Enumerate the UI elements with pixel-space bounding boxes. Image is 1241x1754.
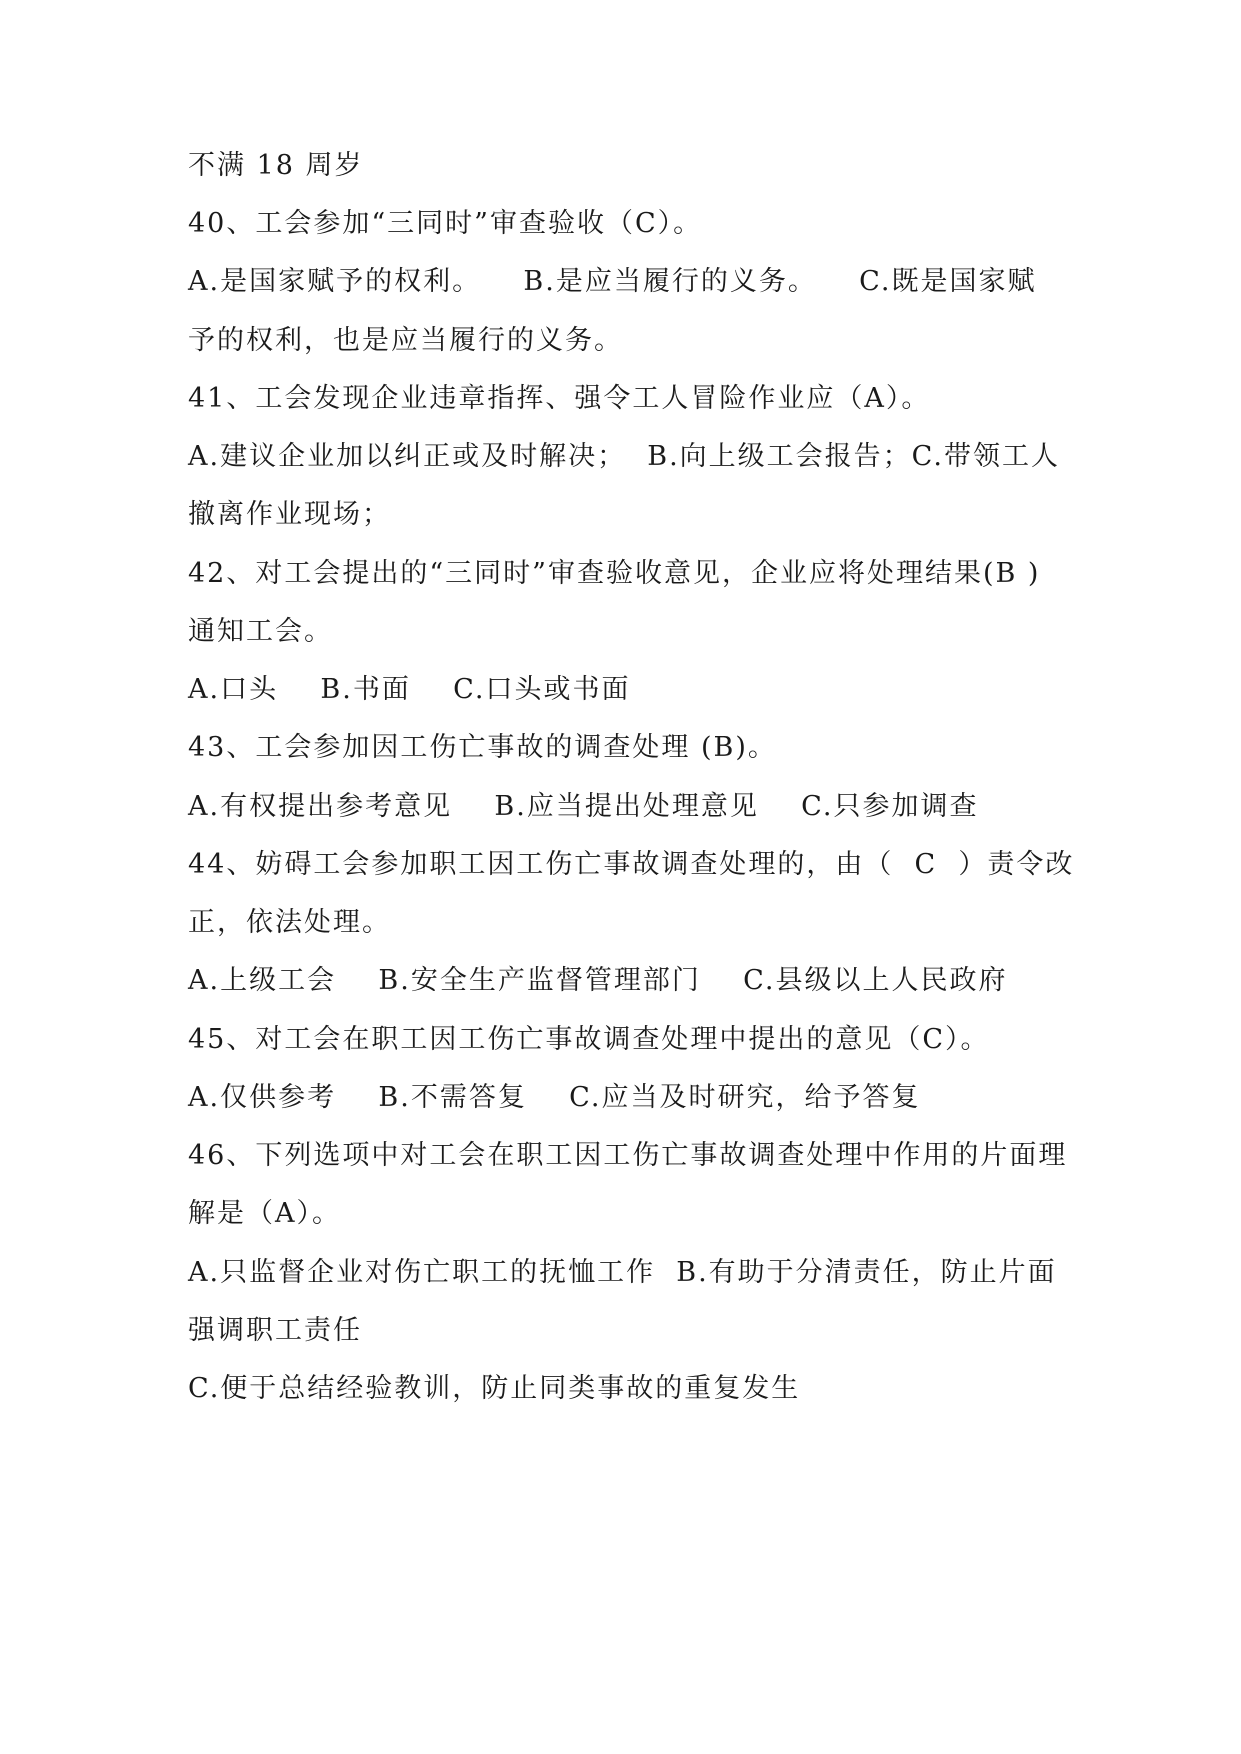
question-42-options: A.口头 B.书面 C.口头或书面 bbox=[188, 674, 631, 705]
question-44-cont: 正，依法处理。 bbox=[188, 907, 391, 938]
question-45-options: A.仅供参考 B.不需答复 C.应当及时研究，给予答复 bbox=[188, 1082, 921, 1113]
question-41-options: A.建议企业加以纠正或及时解决； B.向上级工会报告；C.带领工人 bbox=[188, 441, 1060, 472]
question-44-options: A.上级工会 B.安全生产监督管理部门 C.县级以上人民政府 bbox=[188, 965, 1008, 996]
question-46-cont: 解是（A）。 bbox=[188, 1198, 341, 1229]
question-43-options: A.有权提出参考意见 B.应当提出处理意见 C.只参加调查 bbox=[188, 791, 979, 822]
question-42: 42、对工会提出的“三同时”审查验收意见，企业应将处理结果(B ) bbox=[188, 558, 1041, 589]
question-41: 41、工会发现企业违章指挥、强令工人冒险作业应（A）。 bbox=[188, 383, 931, 414]
question-46: 46、下列选项中对工会在职工因工伤亡事故调查处理中作用的片面理 bbox=[188, 1140, 1068, 1171]
question-40-options: A.是国家赋予的权利。 B.是应当履行的义务。 C.既是国家赋 bbox=[188, 266, 1037, 297]
question-43: 43、工会参加因工伤亡事故的调查处理 (B)。 bbox=[188, 732, 777, 763]
text-line: 不满 18 周岁 bbox=[188, 150, 364, 181]
question-44: 44、妨碍工会参加职工因工伤亡事故调查处理的，由（ C ）责令改 bbox=[188, 849, 1075, 880]
question-46-options: A.只监督企业对伤亡职工的抚恤工作 B.有助于分清责任，防止片面 bbox=[188, 1257, 1057, 1288]
question-40-options-cont: 予的权利，也是应当履行的义务。 bbox=[188, 325, 623, 356]
question-45: 45、对工会在职工因工伤亡事故调查处理中提出的意见（C）。 bbox=[188, 1024, 990, 1055]
question-41-options-cont: 撤离作业现场； bbox=[188, 499, 391, 530]
question-42-cont: 通知工会。 bbox=[188, 616, 333, 647]
question-46-options-cont: 强调职工责任 bbox=[188, 1315, 362, 1346]
question-40: 40、工会参加“三同时”审查验收（C）。 bbox=[188, 208, 703, 239]
question-46-option-c: C.便于总结经验教训，防止同类事故的重复发生 bbox=[188, 1373, 801, 1404]
